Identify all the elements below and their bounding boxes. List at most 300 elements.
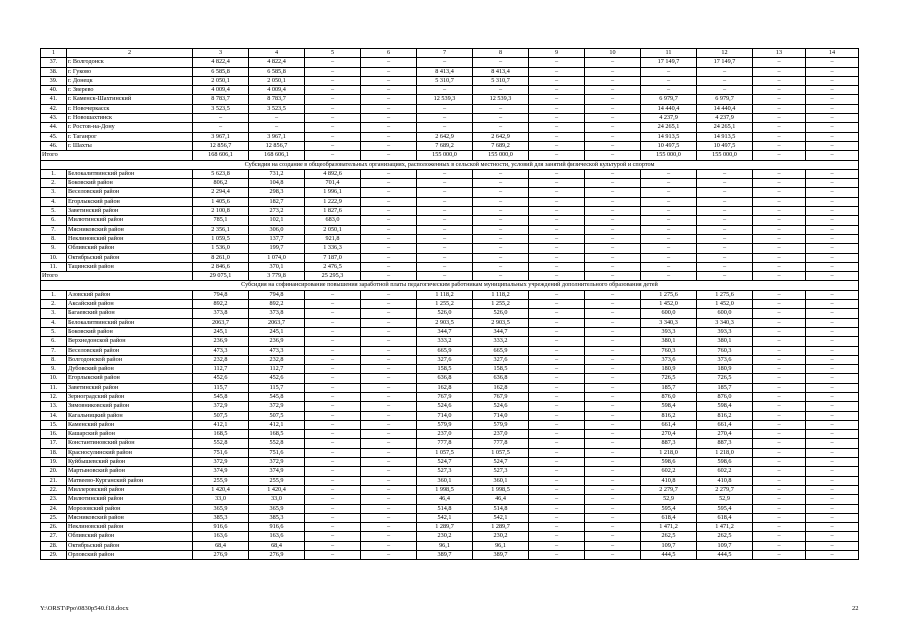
- row-number: 43.: [41, 114, 67, 123]
- value-cell: 3 340,3: [697, 318, 753, 327]
- value-cell: 2 642,9: [417, 132, 473, 141]
- table-row: [41, 476, 859, 485]
- value-cell: 372,9: [249, 402, 305, 411]
- value-cell: –: [529, 244, 585, 253]
- value-cell: –: [806, 551, 859, 560]
- value-cell: 4 822,4: [249, 58, 305, 67]
- value-cell: –: [249, 123, 305, 132]
- value-cell: –: [806, 318, 859, 327]
- row-number: 44.: [41, 123, 67, 132]
- value-cell: –: [806, 244, 859, 253]
- value-cell: –: [585, 188, 641, 197]
- total-value: 168 606,1: [249, 151, 305, 160]
- value-cell: –: [641, 225, 697, 234]
- row-number: 6.: [41, 337, 67, 346]
- value-cell: –: [806, 355, 859, 364]
- value-cell: –: [305, 67, 361, 76]
- value-cell: –: [361, 467, 417, 476]
- row-name: Егорлыкский район: [67, 374, 193, 383]
- value-cell: –: [806, 383, 859, 392]
- value-cell: –: [806, 179, 859, 188]
- value-cell: –: [529, 216, 585, 225]
- value-cell: 665,9: [417, 346, 473, 355]
- value-cell: –: [529, 541, 585, 550]
- value-cell: 104,8: [249, 179, 305, 188]
- value-cell: –: [529, 141, 585, 150]
- row-name: Миллеровский район: [67, 485, 193, 494]
- row-name: Кагальницкий район: [67, 411, 193, 420]
- total-value: –: [473, 272, 529, 281]
- value-cell: 751,6: [249, 448, 305, 457]
- value-cell: –: [529, 374, 585, 383]
- value-cell: –: [806, 458, 859, 467]
- table-row: [41, 141, 859, 150]
- header-cell: 3: [193, 49, 249, 58]
- value-cell: 33,0: [193, 495, 249, 504]
- value-cell: –: [585, 86, 641, 95]
- value-cell: –: [417, 225, 473, 234]
- row-number: 19.: [41, 458, 67, 467]
- value-cell: –: [529, 430, 585, 439]
- value-cell: –: [697, 76, 753, 85]
- value-cell: –: [753, 207, 806, 216]
- value-cell: –: [473, 58, 529, 67]
- value-cell: 1 059,5: [193, 234, 249, 243]
- value-cell: 5 623,8: [193, 169, 249, 178]
- value-cell: 199,7: [249, 244, 305, 253]
- value-cell: –: [753, 95, 806, 104]
- value-cell: 545,8: [249, 392, 305, 401]
- value-cell: 527,3: [417, 467, 473, 476]
- value-cell: –: [529, 67, 585, 76]
- value-cell: 52,9: [697, 495, 753, 504]
- total-value: 3 779,8: [249, 272, 305, 281]
- value-cell: –: [417, 188, 473, 197]
- total-value: 155 000,0: [641, 151, 697, 160]
- value-cell: 10 497,5: [641, 141, 697, 150]
- row-number: 10.: [41, 374, 67, 383]
- row-number: 46.: [41, 141, 67, 150]
- table-row: [41, 430, 859, 439]
- value-cell: 412,1: [249, 420, 305, 429]
- value-cell: –: [806, 290, 859, 299]
- value-cell: –: [529, 169, 585, 178]
- value-cell: –: [305, 504, 361, 513]
- table-row: [41, 290, 859, 299]
- value-cell: –: [585, 244, 641, 253]
- total-value: –: [417, 272, 473, 281]
- value-cell: –: [361, 58, 417, 67]
- value-cell: –: [249, 114, 305, 123]
- value-cell: –: [753, 132, 806, 141]
- value-cell: –: [417, 58, 473, 67]
- value-cell: –: [697, 207, 753, 216]
- row-name: Заветинский район: [67, 383, 193, 392]
- value-cell: –: [753, 76, 806, 85]
- value-cell: –: [806, 300, 859, 309]
- value-cell: –: [753, 439, 806, 448]
- value-cell: –: [641, 86, 697, 95]
- row-number: 7.: [41, 225, 67, 234]
- value-cell: –: [417, 104, 473, 113]
- value-cell: 3 523,5: [193, 104, 249, 113]
- value-cell: –: [361, 123, 417, 132]
- value-cell: –: [529, 420, 585, 429]
- value-cell: –: [473, 169, 529, 178]
- value-cell: 230,2: [417, 532, 473, 541]
- value-cell: –: [753, 290, 806, 299]
- value-cell: –: [753, 318, 806, 327]
- total-value: –: [529, 151, 585, 160]
- value-cell: –: [305, 551, 361, 560]
- value-cell: –: [806, 485, 859, 494]
- value-cell: 180,9: [641, 365, 697, 374]
- value-cell: 542,1: [473, 513, 529, 522]
- value-cell: –: [473, 104, 529, 113]
- value-cell: –: [641, 188, 697, 197]
- value-cell: –: [361, 365, 417, 374]
- value-cell: –: [585, 476, 641, 485]
- value-cell: –: [585, 355, 641, 364]
- value-cell: –: [585, 467, 641, 476]
- section-title: Субсидия на софинансирование повышения заработной платы педагогическим работникам муниципальных учреждений дополнительного образования детей: [41, 281, 859, 290]
- value-cell: –: [585, 95, 641, 104]
- value-cell: –: [753, 495, 806, 504]
- row-name: Обливский район: [67, 244, 193, 253]
- row-number: 11.: [41, 262, 67, 271]
- value-cell: –: [806, 337, 859, 346]
- value-cell: 726,5: [641, 374, 697, 383]
- value-cell: –: [697, 188, 753, 197]
- value-cell: –: [697, 262, 753, 271]
- value-cell: 306,0: [249, 225, 305, 234]
- value-cell: –: [305, 458, 361, 467]
- value-cell: –: [529, 104, 585, 113]
- value-cell: –: [361, 179, 417, 188]
- row-name: Багаевский район: [67, 309, 193, 318]
- value-cell: –: [529, 290, 585, 299]
- value-cell: –: [806, 197, 859, 206]
- value-cell: 115,7: [249, 383, 305, 392]
- total-value: –: [753, 272, 806, 281]
- row-number: 23.: [41, 495, 67, 504]
- row-name: Октябрьский район: [67, 541, 193, 550]
- value-cell: –: [305, 337, 361, 346]
- value-cell: 168,5: [193, 430, 249, 439]
- value-cell: –: [473, 262, 529, 271]
- value-cell: 185,7: [641, 383, 697, 392]
- value-cell: –: [361, 290, 417, 299]
- value-cell: –: [529, 439, 585, 448]
- value-cell: –: [585, 327, 641, 336]
- value-cell: 12 856,7: [249, 141, 305, 150]
- value-cell: 473,3: [249, 346, 305, 355]
- value-cell: –: [585, 253, 641, 262]
- value-cell: –: [585, 216, 641, 225]
- row-name: Каменский район: [67, 420, 193, 429]
- value-cell: –: [361, 374, 417, 383]
- value-cell: –: [753, 216, 806, 225]
- table-row: [41, 327, 859, 336]
- value-cell: –: [361, 355, 417, 364]
- value-cell: –: [753, 244, 806, 253]
- value-cell: –: [529, 86, 585, 95]
- value-cell: 8 413,4: [417, 67, 473, 76]
- value-cell: 245,1: [249, 327, 305, 336]
- value-cell: –: [806, 402, 859, 411]
- row-number: 28.: [41, 541, 67, 550]
- row-name: Волгодонской район: [67, 355, 193, 364]
- table-row: [41, 458, 859, 467]
- row-name: Матвеево-Курганский район: [67, 476, 193, 485]
- row-number: 8.: [41, 234, 67, 243]
- value-cell: –: [806, 58, 859, 67]
- value-cell: –: [585, 504, 641, 513]
- table-row: [41, 374, 859, 383]
- value-cell: 237,0: [473, 430, 529, 439]
- value-cell: 373,8: [193, 309, 249, 318]
- value-cell: 916,6: [193, 523, 249, 532]
- table-row: [41, 67, 859, 76]
- value-cell: 892,2: [249, 300, 305, 309]
- value-cell: 6 585,8: [249, 67, 305, 76]
- value-cell: –: [641, 197, 697, 206]
- value-cell: –: [806, 188, 859, 197]
- value-cell: –: [473, 216, 529, 225]
- value-cell: –: [305, 411, 361, 420]
- value-cell: –: [753, 262, 806, 271]
- table-row: [41, 365, 859, 374]
- value-cell: –: [585, 383, 641, 392]
- value-cell: –: [305, 523, 361, 532]
- value-cell: –: [529, 318, 585, 327]
- value-cell: 14 913,5: [697, 132, 753, 141]
- value-cell: 46,4: [473, 495, 529, 504]
- header-cell: 1: [41, 49, 67, 58]
- value-cell: –: [305, 104, 361, 113]
- value-cell: –: [641, 234, 697, 243]
- value-cell: 389,7: [473, 551, 529, 560]
- value-cell: 8 413,4: [473, 67, 529, 76]
- value-cell: –: [585, 169, 641, 178]
- value-cell: –: [806, 216, 859, 225]
- value-cell: 4 237,9: [697, 114, 753, 123]
- value-cell: –: [806, 104, 859, 113]
- value-cell: 68,4: [249, 541, 305, 550]
- value-cell: 410,8: [697, 476, 753, 485]
- value-cell: 7 689,2: [473, 141, 529, 150]
- total-value: –: [641, 272, 697, 281]
- value-cell: –: [361, 197, 417, 206]
- value-cell: –: [697, 197, 753, 206]
- total-row: [41, 272, 859, 281]
- value-cell: 232,8: [193, 355, 249, 364]
- value-cell: 1 057,5: [473, 448, 529, 457]
- total-value: –: [529, 272, 585, 281]
- value-cell: 2 279,7: [641, 485, 697, 494]
- table-row: [41, 318, 859, 327]
- table-row: [41, 383, 859, 392]
- value-cell: –: [806, 309, 859, 318]
- value-cell: 245,1: [193, 327, 249, 336]
- value-cell: –: [753, 188, 806, 197]
- table-row: [41, 439, 859, 448]
- value-cell: –: [697, 234, 753, 243]
- value-cell: 2 050,1: [193, 76, 249, 85]
- value-cell: –: [585, 402, 641, 411]
- value-cell: –: [361, 95, 417, 104]
- value-cell: –: [361, 448, 417, 457]
- total-row: [41, 151, 859, 160]
- value-cell: –: [753, 448, 806, 457]
- value-cell: 3 523,5: [249, 104, 305, 113]
- value-cell: –: [753, 532, 806, 541]
- row-name: г. Новочеркасск: [67, 104, 193, 113]
- value-cell: –: [305, 383, 361, 392]
- value-cell: –: [529, 76, 585, 85]
- row-number: 6.: [41, 216, 67, 225]
- value-cell: –: [473, 179, 529, 188]
- value-cell: 180,9: [697, 365, 753, 374]
- value-cell: 8 783,7: [193, 95, 249, 104]
- value-cell: –: [753, 327, 806, 336]
- row-number: 2.: [41, 300, 67, 309]
- value-cell: –: [361, 541, 417, 550]
- page-number: 22: [852, 605, 859, 612]
- value-cell: –: [361, 337, 417, 346]
- value-cell: 552,8: [249, 439, 305, 448]
- row-name: г. Новошахтинск: [67, 114, 193, 123]
- value-cell: 598,4: [641, 402, 697, 411]
- value-cell: 158,5: [473, 365, 529, 374]
- value-cell: –: [361, 318, 417, 327]
- value-cell: 7 689,2: [417, 141, 473, 150]
- value-cell: –: [361, 411, 417, 420]
- value-cell: 1 218,0: [697, 448, 753, 457]
- value-cell: –: [529, 179, 585, 188]
- table-row: [41, 58, 859, 67]
- value-cell: –: [529, 485, 585, 494]
- value-cell: –: [473, 197, 529, 206]
- table-row: [41, 309, 859, 318]
- value-cell: –: [361, 420, 417, 429]
- value-cell: –: [529, 458, 585, 467]
- value-cell: 2 356,1: [193, 225, 249, 234]
- value-cell: –: [529, 327, 585, 336]
- value-cell: 373,6: [641, 355, 697, 364]
- table-row: [41, 420, 859, 429]
- value-cell: –: [529, 551, 585, 560]
- table-row: [41, 216, 859, 225]
- row-number: 9.: [41, 244, 67, 253]
- value-cell: –: [753, 355, 806, 364]
- table-row: [41, 513, 859, 522]
- value-cell: 410,8: [641, 476, 697, 485]
- header-cell: 13: [753, 49, 806, 58]
- table-row: [41, 411, 859, 420]
- value-cell: 777,8: [417, 439, 473, 448]
- value-cell: –: [529, 448, 585, 457]
- row-number: 16.: [41, 430, 67, 439]
- header-cell: 11: [641, 49, 697, 58]
- value-cell: –: [529, 95, 585, 104]
- row-name: Зимовниковский район: [67, 402, 193, 411]
- value-cell: 6 585,8: [193, 67, 249, 76]
- value-cell: 237,0: [417, 430, 473, 439]
- value-cell: 526,0: [417, 309, 473, 318]
- value-cell: 162,8: [417, 383, 473, 392]
- value-cell: –: [305, 86, 361, 95]
- value-cell: –: [806, 253, 859, 262]
- value-cell: 344,7: [417, 327, 473, 336]
- table-row: [41, 86, 859, 95]
- table-row: [41, 76, 859, 85]
- value-cell: 794,8: [249, 290, 305, 299]
- value-cell: –: [585, 365, 641, 374]
- value-cell: –: [753, 346, 806, 355]
- row-name: г. Таганрог: [67, 132, 193, 141]
- value-cell: 887,3: [697, 439, 753, 448]
- value-cell: 115,7: [193, 383, 249, 392]
- row-name: г. Гуково: [67, 67, 193, 76]
- value-cell: –: [806, 114, 859, 123]
- value-cell: –: [697, 225, 753, 234]
- value-cell: 473,3: [193, 346, 249, 355]
- value-cell: –: [361, 234, 417, 243]
- value-cell: 168,5: [249, 430, 305, 439]
- value-cell: 14 913,5: [641, 132, 697, 141]
- value-cell: –: [697, 169, 753, 178]
- total-value: 155 000,0: [473, 151, 529, 160]
- value-cell: 524,7: [417, 458, 473, 467]
- value-cell: –: [305, 420, 361, 429]
- value-cell: –: [361, 114, 417, 123]
- value-cell: 1 275,6: [697, 290, 753, 299]
- value-cell: –: [585, 197, 641, 206]
- value-cell: –: [305, 541, 361, 550]
- row-number: 24.: [41, 504, 67, 513]
- value-cell: 4 009,4: [193, 86, 249, 95]
- value-cell: 8 261,0: [193, 253, 249, 262]
- header-cell: 8: [473, 49, 529, 58]
- value-cell: –: [417, 197, 473, 206]
- value-cell: –: [806, 495, 859, 504]
- value-cell: 598,4: [697, 402, 753, 411]
- value-cell: –: [753, 504, 806, 513]
- row-name: г. Волгодонск: [67, 58, 193, 67]
- value-cell: –: [361, 402, 417, 411]
- value-cell: 444,5: [641, 551, 697, 560]
- value-cell: –: [305, 318, 361, 327]
- value-cell: 372,9: [193, 402, 249, 411]
- value-cell: 10 497,5: [697, 141, 753, 150]
- value-cell: 683,0: [305, 216, 361, 225]
- value-cell: –: [641, 67, 697, 76]
- value-cell: 96,1: [473, 541, 529, 550]
- value-cell: –: [361, 86, 417, 95]
- value-cell: –: [361, 513, 417, 522]
- value-cell: –: [753, 485, 806, 494]
- value-cell: 527,3: [473, 467, 529, 476]
- value-cell: 46,4: [417, 495, 473, 504]
- value-cell: –: [361, 67, 417, 76]
- value-cell: –: [473, 188, 529, 197]
- value-cell: –: [361, 458, 417, 467]
- value-cell: –: [585, 179, 641, 188]
- value-cell: –: [361, 383, 417, 392]
- value-cell: –: [753, 300, 806, 309]
- row-name: Константиновский район: [67, 439, 193, 448]
